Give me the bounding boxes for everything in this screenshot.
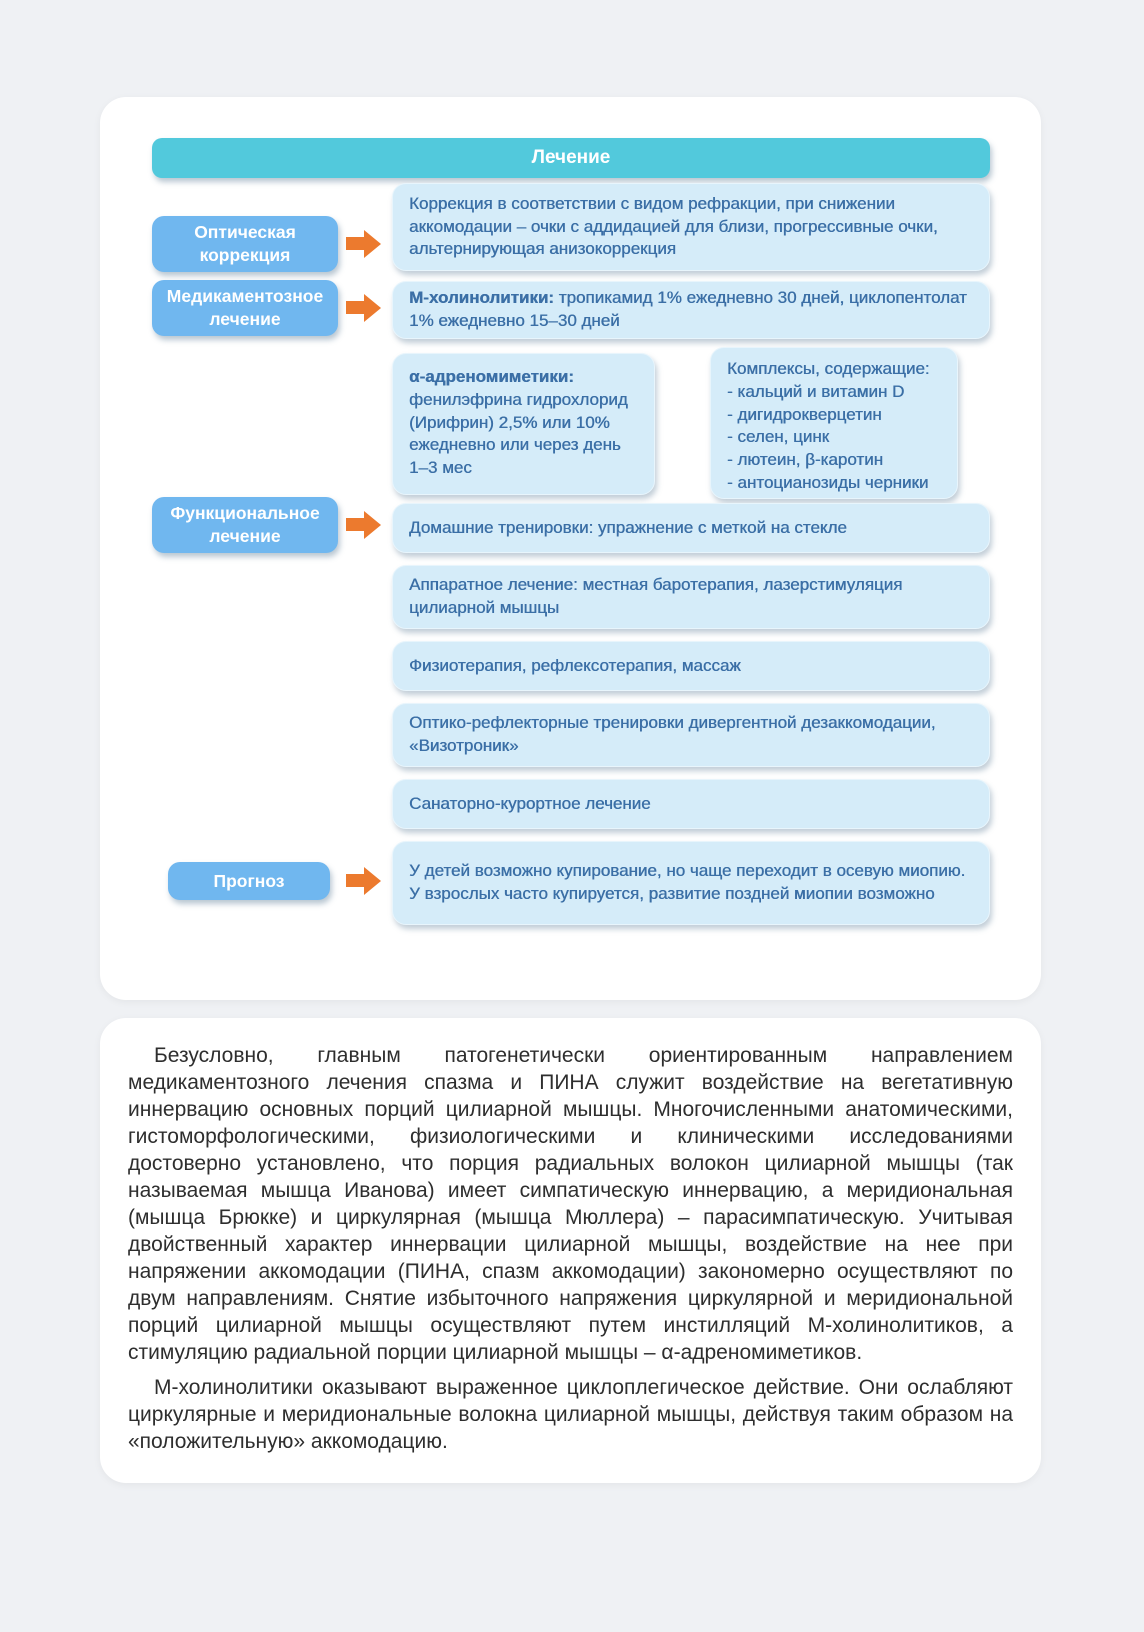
box-optical-correction-details: [392, 183, 990, 271]
complexes-item: - кальций и витамин D: [727, 381, 905, 401]
box-text: Оптико-рефлекторные тренировки дивергентной дезаккомодации, «Визотроник»: [409, 713, 936, 755]
box-lead-text: М-холинолитики:: [409, 288, 554, 308]
box-text: [727, 358, 941, 495]
complexes-item: - антоцианозиды черники: [727, 472, 929, 492]
box-optoreflex-training: [392, 703, 990, 767]
flow-arrow-icon: [346, 874, 364, 887]
box-text: Физиотерапия, рефлексотерапия, массаж: [409, 655, 741, 675]
flow-arrow-icon: [346, 301, 364, 314]
label-prognosis: Прогноз: [168, 862, 330, 900]
box-text: [409, 287, 973, 333]
box-text: Коррекция в соответствии с видом рефракции, при снижении аккомодации – очки с аддидацией для близи, прогрессивные очки, альтернирующая анизокоррекция: [409, 193, 938, 259]
diagram-title-bar: [152, 138, 990, 178]
paragraph: Безусловно, главным патогенетически ориентированным направлением медикаментозного лечения спазма и ПИНА служит воздействие на вегетативную иннервацию основных порций цилиарной мышцы. Многочисленными анатомическими, гистоморфологическими, физиологическими и клиническими исследованиями достоверно установлено, что порция радиальных волокон цилиарной мышцы (так называемая мышца Иванова) имеет симпатическую иннервацию, а меридиональная (мышца Брюкке) и циркулярная (мышца Мюллера) – парасимпатическую. Учитывая двойственный характер иннервации цилиарной мышцы, воздействие на нее при напряжении аккомодации (ПИНА, спазм аккомодации) закономерно осуществляют по двум направлениям. Снятие избыточного напряжения циркулярной и меридиональной порций цилиарной мышцы осуществляют путем инстилляций М-холинолитиков, а стимуляцию радиальной порции цилиарной мышцы – α-адреномиметиков.: [128, 1044, 1013, 1364]
box-text: Санаторно-курортное лечение: [409, 793, 651, 813]
complexes-title: Комплексы, содержащие:: [727, 359, 930, 378]
box-rest-text: фенилэфрина гидрохлорид (Ирифрин) 2,5% или 10% ежедневно или через день 1–3 мес: [409, 389, 628, 478]
complexes-item: - селен, цинк: [727, 427, 830, 447]
box-sanatorium-treatment: [392, 779, 990, 829]
box-text: Аппаратное лечение: местная баротерапия, лазерстимуляция цилиарной мышцы: [409, 575, 903, 617]
label-medication-treatment: Медикаментозное лечение: [152, 280, 338, 336]
box-m-cholinolytics: [392, 281, 990, 339]
body-text-panel: [100, 1018, 1041, 1483]
complexes-item: - дигидрокверцетин: [727, 404, 882, 424]
diagram-title: Лечение: [531, 147, 611, 168]
label-optical-correction: Оптическая коррекция: [152, 216, 338, 272]
box-text: У детей возможно купирование, но чаще переходит в осевую миопию. У взрослых часто купируется, развитие поздней миопии возможно: [409, 861, 966, 903]
box-prognosis-details: [392, 841, 990, 925]
box-lead-text: α-адреномиметики:: [409, 367, 574, 386]
complexes-item: - лютеин, β-каротин: [727, 450, 883, 470]
box-apparatus-treatment: [392, 565, 990, 629]
box-supplement-complexes: [710, 347, 958, 499]
flow-arrow-icon: [346, 518, 364, 531]
box-home-training: [392, 503, 990, 553]
paragraph: М-холинолитики оказывают выраженное циклоплегическое действие. Они ослабляют циркулярные и меридиональные волокна цилиарной мышцы, действуя таким образом на «положительную» аккомодацию.: [128, 1376, 1013, 1453]
box-rest-text: тропикамид 1% ежедневно 30 дней, циклопентолат 1% ежедневно 15–30 дней: [409, 288, 967, 330]
box-text: [409, 366, 638, 480]
box-physiotherapy: [392, 641, 990, 691]
box-text: Домашние тренировки: упражнение с меткой на стекле: [409, 517, 847, 537]
treatment-diagram-panel: [100, 97, 1041, 1000]
label-functional-treatment: Функциональное лечение: [152, 497, 338, 553]
box-alpha-adrenomimetics: [392, 353, 655, 495]
flow-arrow-icon: [346, 237, 364, 250]
